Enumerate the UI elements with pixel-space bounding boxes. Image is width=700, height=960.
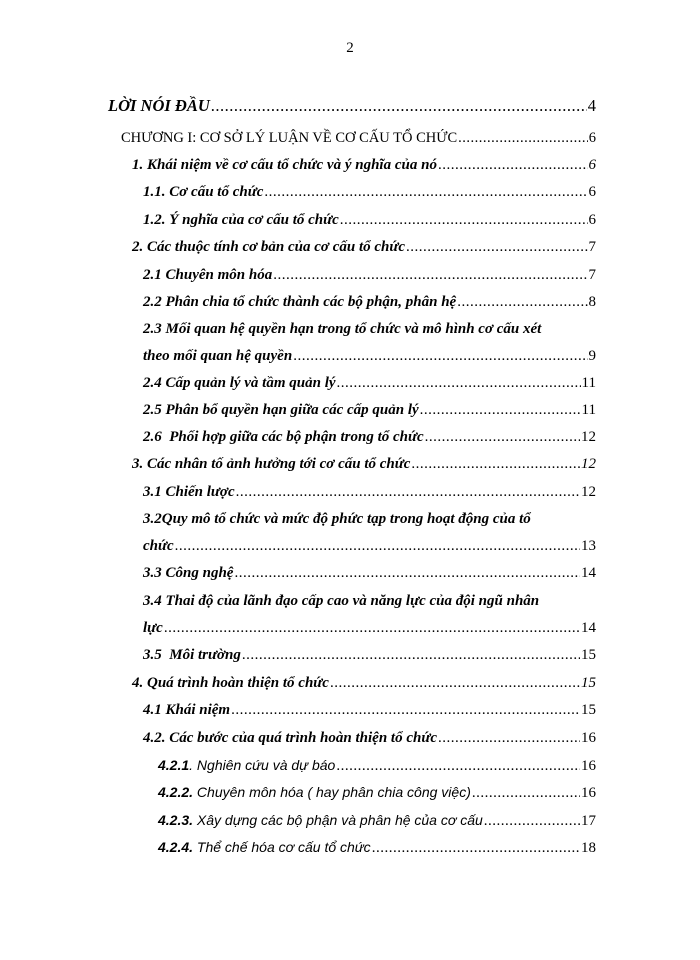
- toc-leader: [472, 785, 580, 802]
- toc-entry-1-2[interactable]: [143, 212, 596, 229]
- toc-label: theo mối quan hệ quyền: [143, 348, 293, 364]
- toc-text: Xây dựng các bộ phận và phân hệ của cơ cấu: [193, 812, 483, 828]
- toc-label: lực: [143, 620, 163, 636]
- toc-entry-3-2[interactable]: [143, 538, 596, 555]
- toc-leader: [406, 239, 587, 256]
- toc-page: 12: [581, 484, 596, 500]
- toc-leader: [484, 813, 580, 830]
- toc-entry-3-5[interactable]: [143, 647, 596, 664]
- toc-page: 6: [588, 157, 596, 173]
- toc-leader: [340, 212, 588, 229]
- toc-label: [158, 812, 483, 828]
- toc-label: 3. Các nhân tố ảnh hưởng tới cơ cấu tổ chức: [132, 456, 411, 472]
- toc-leader: [293, 348, 587, 365]
- toc-entry-loi-noi-dau[interactable]: [108, 96, 596, 116]
- toc-entry-3-4[interactable]: [143, 620, 596, 637]
- toc-page: 18: [581, 840, 596, 856]
- toc-entry-2-2[interactable]: [143, 294, 596, 311]
- toc-entry-4-2-2[interactable]: [158, 784, 596, 802]
- toc-page: 11: [581, 375, 596, 391]
- toc-label: 2.1 Chuyên môn hóa: [143, 267, 273, 283]
- toc-label: 1.1. Cơ cấu tổ chức: [143, 184, 264, 200]
- toc-label: [158, 839, 371, 855]
- toc-leader: [337, 375, 581, 392]
- toc-label: 2. Các thuộc tính cơ bản của cơ cấu tổ chức: [132, 239, 406, 255]
- toc-label: 3.5 Môi trường: [143, 647, 241, 663]
- toc-page: 11: [581, 402, 596, 418]
- toc-label: 3.1 Chiến lược: [143, 484, 235, 500]
- toc-leader: [264, 184, 587, 201]
- toc-entry-1[interactable]: [132, 157, 596, 174]
- toc-entry-4-2[interactable]: [143, 730, 596, 747]
- toc-page: 15: [581, 675, 596, 691]
- toc-label: 2.2 Phân chia tổ chức thành các bộ phận, phân hệ: [143, 294, 457, 310]
- toc-number: 4.2.3.: [158, 812, 194, 828]
- toc-entry-2-1[interactable]: [143, 267, 596, 284]
- toc-label: LỜI NÓI ĐẦU: [108, 96, 210, 115]
- toc-number: 4.2.2.: [158, 784, 194, 800]
- toc-leader: [438, 730, 580, 747]
- toc-leader: [457, 294, 587, 311]
- toc-leader: [236, 484, 580, 501]
- toc-label: 2.5 Phân bổ quyền hạn giữa các cấp quản lý: [143, 402, 419, 418]
- toc-entry-4-2-1[interactable]: [158, 757, 596, 775]
- toc-label: 4. Quá trình hoàn thiện tổ chức: [132, 675, 329, 691]
- toc-page: 4: [587, 96, 596, 115]
- toc-number: 4.2.4.: [158, 839, 194, 855]
- toc-leader: [438, 157, 588, 174]
- toc-text: Chuyên môn hóa ( hay phân chia công việc): [193, 784, 471, 800]
- toc-entry-3-1[interactable]: [143, 484, 596, 501]
- toc-page: 16: [581, 785, 596, 801]
- toc-label: 2.6 Phối hợp giữa các bộ phận trong tổ chức: [143, 429, 424, 445]
- toc-entry-4-2-4[interactable]: [158, 839, 596, 857]
- toc-page: 15: [581, 647, 596, 663]
- toc-label: 1. Khái niệm về cơ cấu tổ chức và ý nghĩa của nó: [132, 157, 437, 173]
- toc-label: 4.2. Các bước của quá trình hoàn thiện tổ chức: [143, 730, 437, 746]
- toc-page: 8: [588, 294, 596, 310]
- toc-leader: [411, 456, 580, 473]
- toc-leader: [458, 130, 588, 147]
- toc-leader: [425, 429, 580, 446]
- toc-number: 4.2.1: [158, 757, 190, 773]
- toc-label: 1.2. Ý nghĩa của cơ cấu tổ chức: [143, 212, 339, 228]
- toc-label: 4.1 Khái niệm: [143, 702, 231, 718]
- toc-entry-4-1[interactable]: [143, 702, 596, 719]
- page-number: 2: [346, 40, 354, 56]
- toc-page: 12: [581, 429, 596, 445]
- toc-entry-3[interactable]: [132, 456, 596, 473]
- toc-entry-2-3[interactable]: [143, 348, 596, 365]
- toc-leader: [273, 267, 587, 284]
- toc-label: [158, 784, 471, 800]
- toc-page: 13: [581, 538, 596, 554]
- toc-leader: [231, 702, 580, 719]
- toc-leader: [211, 96, 587, 116]
- toc-label: 2.4 Cấp quản lý và tầm quản lý: [143, 375, 336, 391]
- toc-entry-4[interactable]: [132, 675, 596, 692]
- toc-label: 3.3 Công nghệ: [143, 565, 234, 581]
- toc-leader: [372, 840, 580, 857]
- toc-label: CHƯƠNG I: CƠ SỞ LÝ LUẬN VỀ CƠ CẤU TỔ CHỨC: [121, 130, 458, 146]
- toc-entry-2-4[interactable]: [143, 375, 596, 392]
- toc-entry-2-3-first-line[interactable]: 2.3 Mối quan hệ quyền hạn trong tổ chức và mô hình cơ cấu xét: [143, 321, 542, 337]
- toc-entry-chuong-1[interactable]: [121, 130, 596, 147]
- toc-entry-4-2-3[interactable]: [158, 812, 596, 830]
- toc-page: 12: [581, 456, 596, 472]
- toc-leader: [234, 565, 580, 582]
- toc-page: 7: [588, 267, 596, 283]
- toc-page: 14: [581, 565, 596, 581]
- toc-entry-2-5[interactable]: [143, 402, 596, 419]
- toc-page: 17: [581, 813, 596, 829]
- toc-entry-1-1[interactable]: [143, 184, 596, 201]
- toc-page: 7: [588, 239, 596, 255]
- toc-label: [158, 757, 335, 773]
- toc-page: 16: [581, 730, 596, 746]
- toc-leader: [175, 538, 580, 555]
- toc-leader: [330, 675, 580, 692]
- toc-entry-3-2-first-line[interactable]: 3.2Quy mô tổ chức và mức độ phức tạp trong hoạt động của tổ: [143, 511, 531, 527]
- toc-entry-2[interactable]: [132, 239, 596, 256]
- toc-leader: [164, 620, 580, 637]
- toc-page: 15: [581, 702, 596, 718]
- toc-leader: [242, 647, 580, 664]
- toc-page: 6: [588, 130, 596, 146]
- toc-page: 14: [581, 620, 596, 636]
- toc-label: chức: [143, 538, 174, 554]
- toc-text: . Nghiên cứu và dự báo: [189, 757, 336, 773]
- toc-page: 6: [588, 184, 596, 200]
- toc-entry-2-6[interactable]: [143, 429, 596, 446]
- toc-page: 16: [581, 758, 596, 774]
- toc-entry-3-4-first-line[interactable]: 3.4 Thai độ của lãnh đạo cấp cao và năng lực của đội ngũ nhân: [143, 593, 540, 609]
- toc-leader: [420, 402, 581, 419]
- toc-leader: [336, 758, 580, 775]
- toc-page: 9: [588, 348, 596, 364]
- toc-page: 6: [588, 212, 596, 228]
- toc-text: Thể chế hóa cơ cấu tổ chức: [193, 839, 371, 855]
- toc-entry-3-3[interactable]: [143, 565, 596, 582]
